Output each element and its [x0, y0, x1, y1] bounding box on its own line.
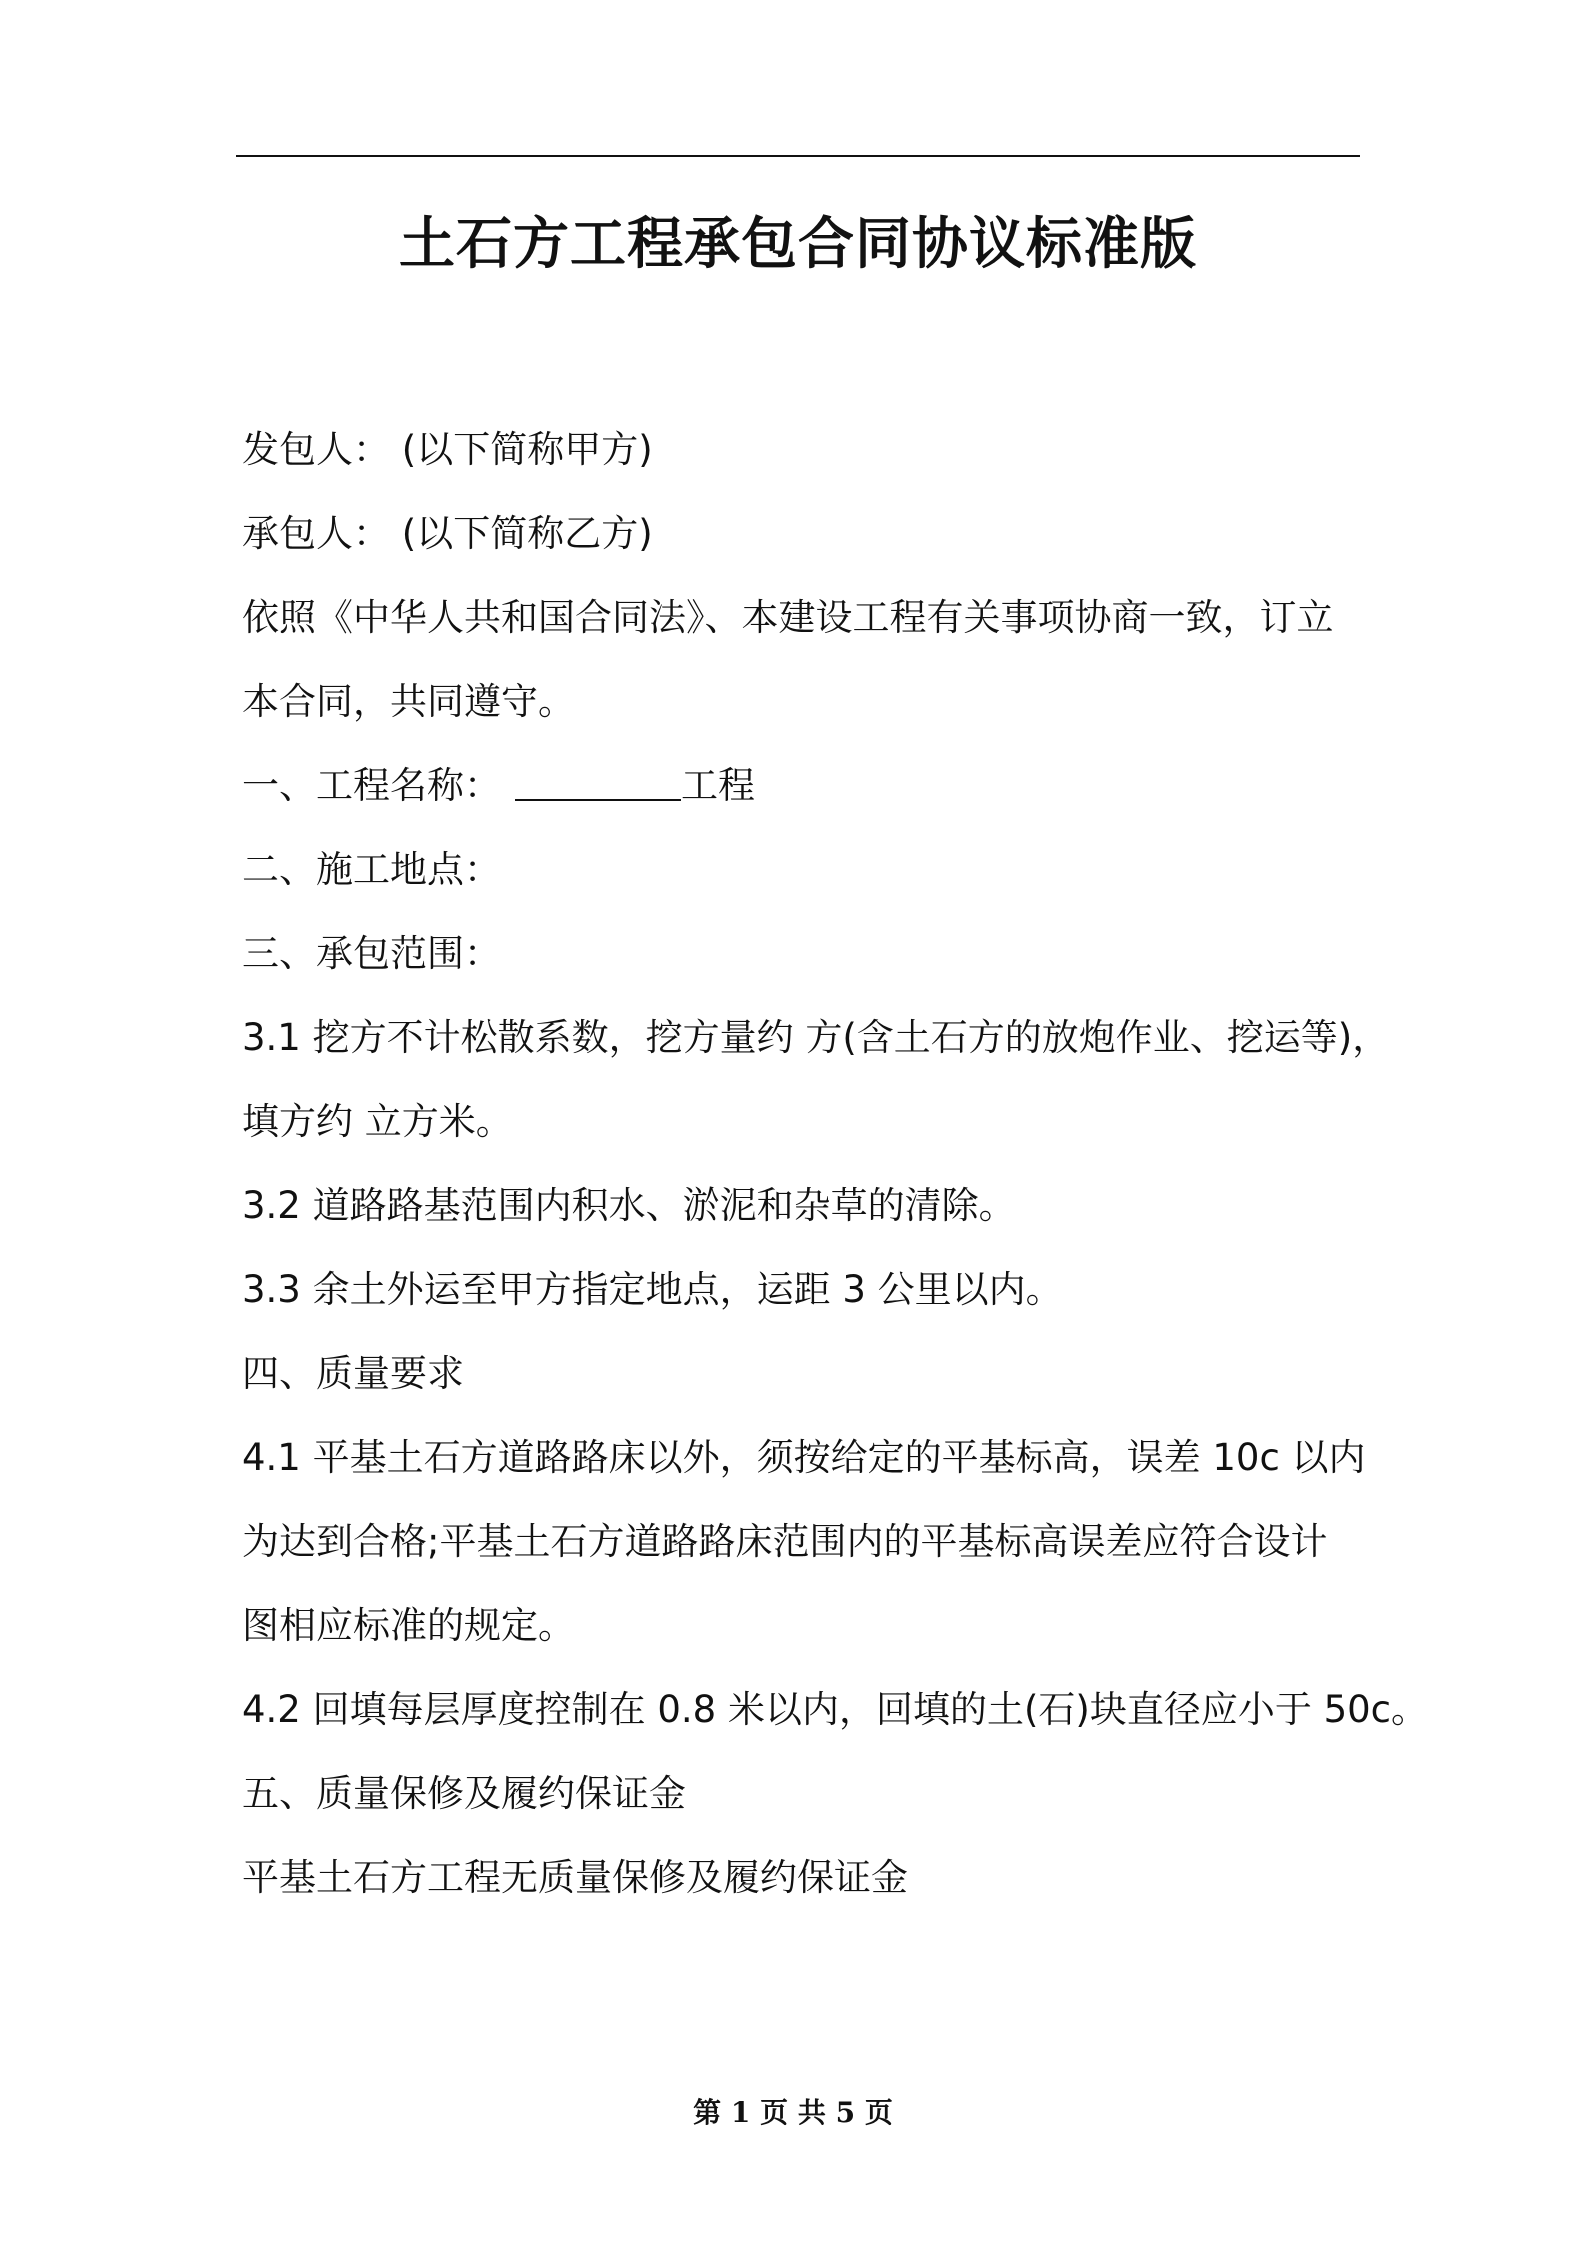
document-body — [242, 408, 1429, 1920]
clause-line: 3.1 挖方不计松散系数，挖方量约 方(含土石方的放炮作业、挖运等)， — [242, 1016, 1390, 1059]
clause-line: 为达到合格;平基土石方道路路床范围内的平基标高误差应符合设计 — [242, 1520, 1328, 1563]
section-heading: 四、质量要求 — [242, 1352, 464, 1395]
clause-line: 依照《中华人共和国合同法》、本建设工程有关事项协商一致，订立 — [242, 596, 1334, 639]
clause-line: 3.3 余土外运至甲方指定地点，运距 3 公里以内。 — [242, 1268, 1063, 1311]
clause-line: 3.2 道路路基范围内积水、淤泥和杂草的清除。 — [242, 1184, 1016, 1227]
clause-line: 图相应标准的规定。 — [242, 1604, 575, 1647]
header-rule — [236, 155, 1360, 157]
clause-line: 本合同，共同遵守。 — [242, 680, 575, 723]
clause-line: 发包人： (以下简称甲方) — [242, 428, 653, 471]
clause-line: 三、承包范围： — [242, 932, 501, 975]
project-name-label: 一、工程名称： — [242, 764, 501, 807]
project-name-line — [242, 744, 1366, 828]
project-name-suffix: 工程 — [681, 764, 755, 807]
section-heading: 五、质量保修及履约保证金 — [242, 1772, 686, 1815]
page-number: 第 1 页 共 5 页 — [693, 2096, 893, 2129]
clause-line: 承包人： (以下简称乙方) — [242, 512, 653, 555]
clause-line: 4.2 回填每层厚度控制在 0.8 米以内，回填的土(石)块直径应小于 50c。 — [242, 1688, 1429, 1731]
clause-line: 二、施工地点： — [242, 848, 501, 891]
project-name-blank — [515, 798, 681, 801]
clause-line: 平基土石方工程无质量保修及履约保证金 — [242, 1856, 908, 1899]
clause-line: 4.1 平基土石方道路路床以外，须按给定的平基标高，误差 10c 以内 — [242, 1436, 1366, 1479]
document-title: 土石方工程承包合同协议标准版 — [399, 212, 1197, 277]
clause-line: 填方约 立方米。 — [242, 1100, 513, 1143]
